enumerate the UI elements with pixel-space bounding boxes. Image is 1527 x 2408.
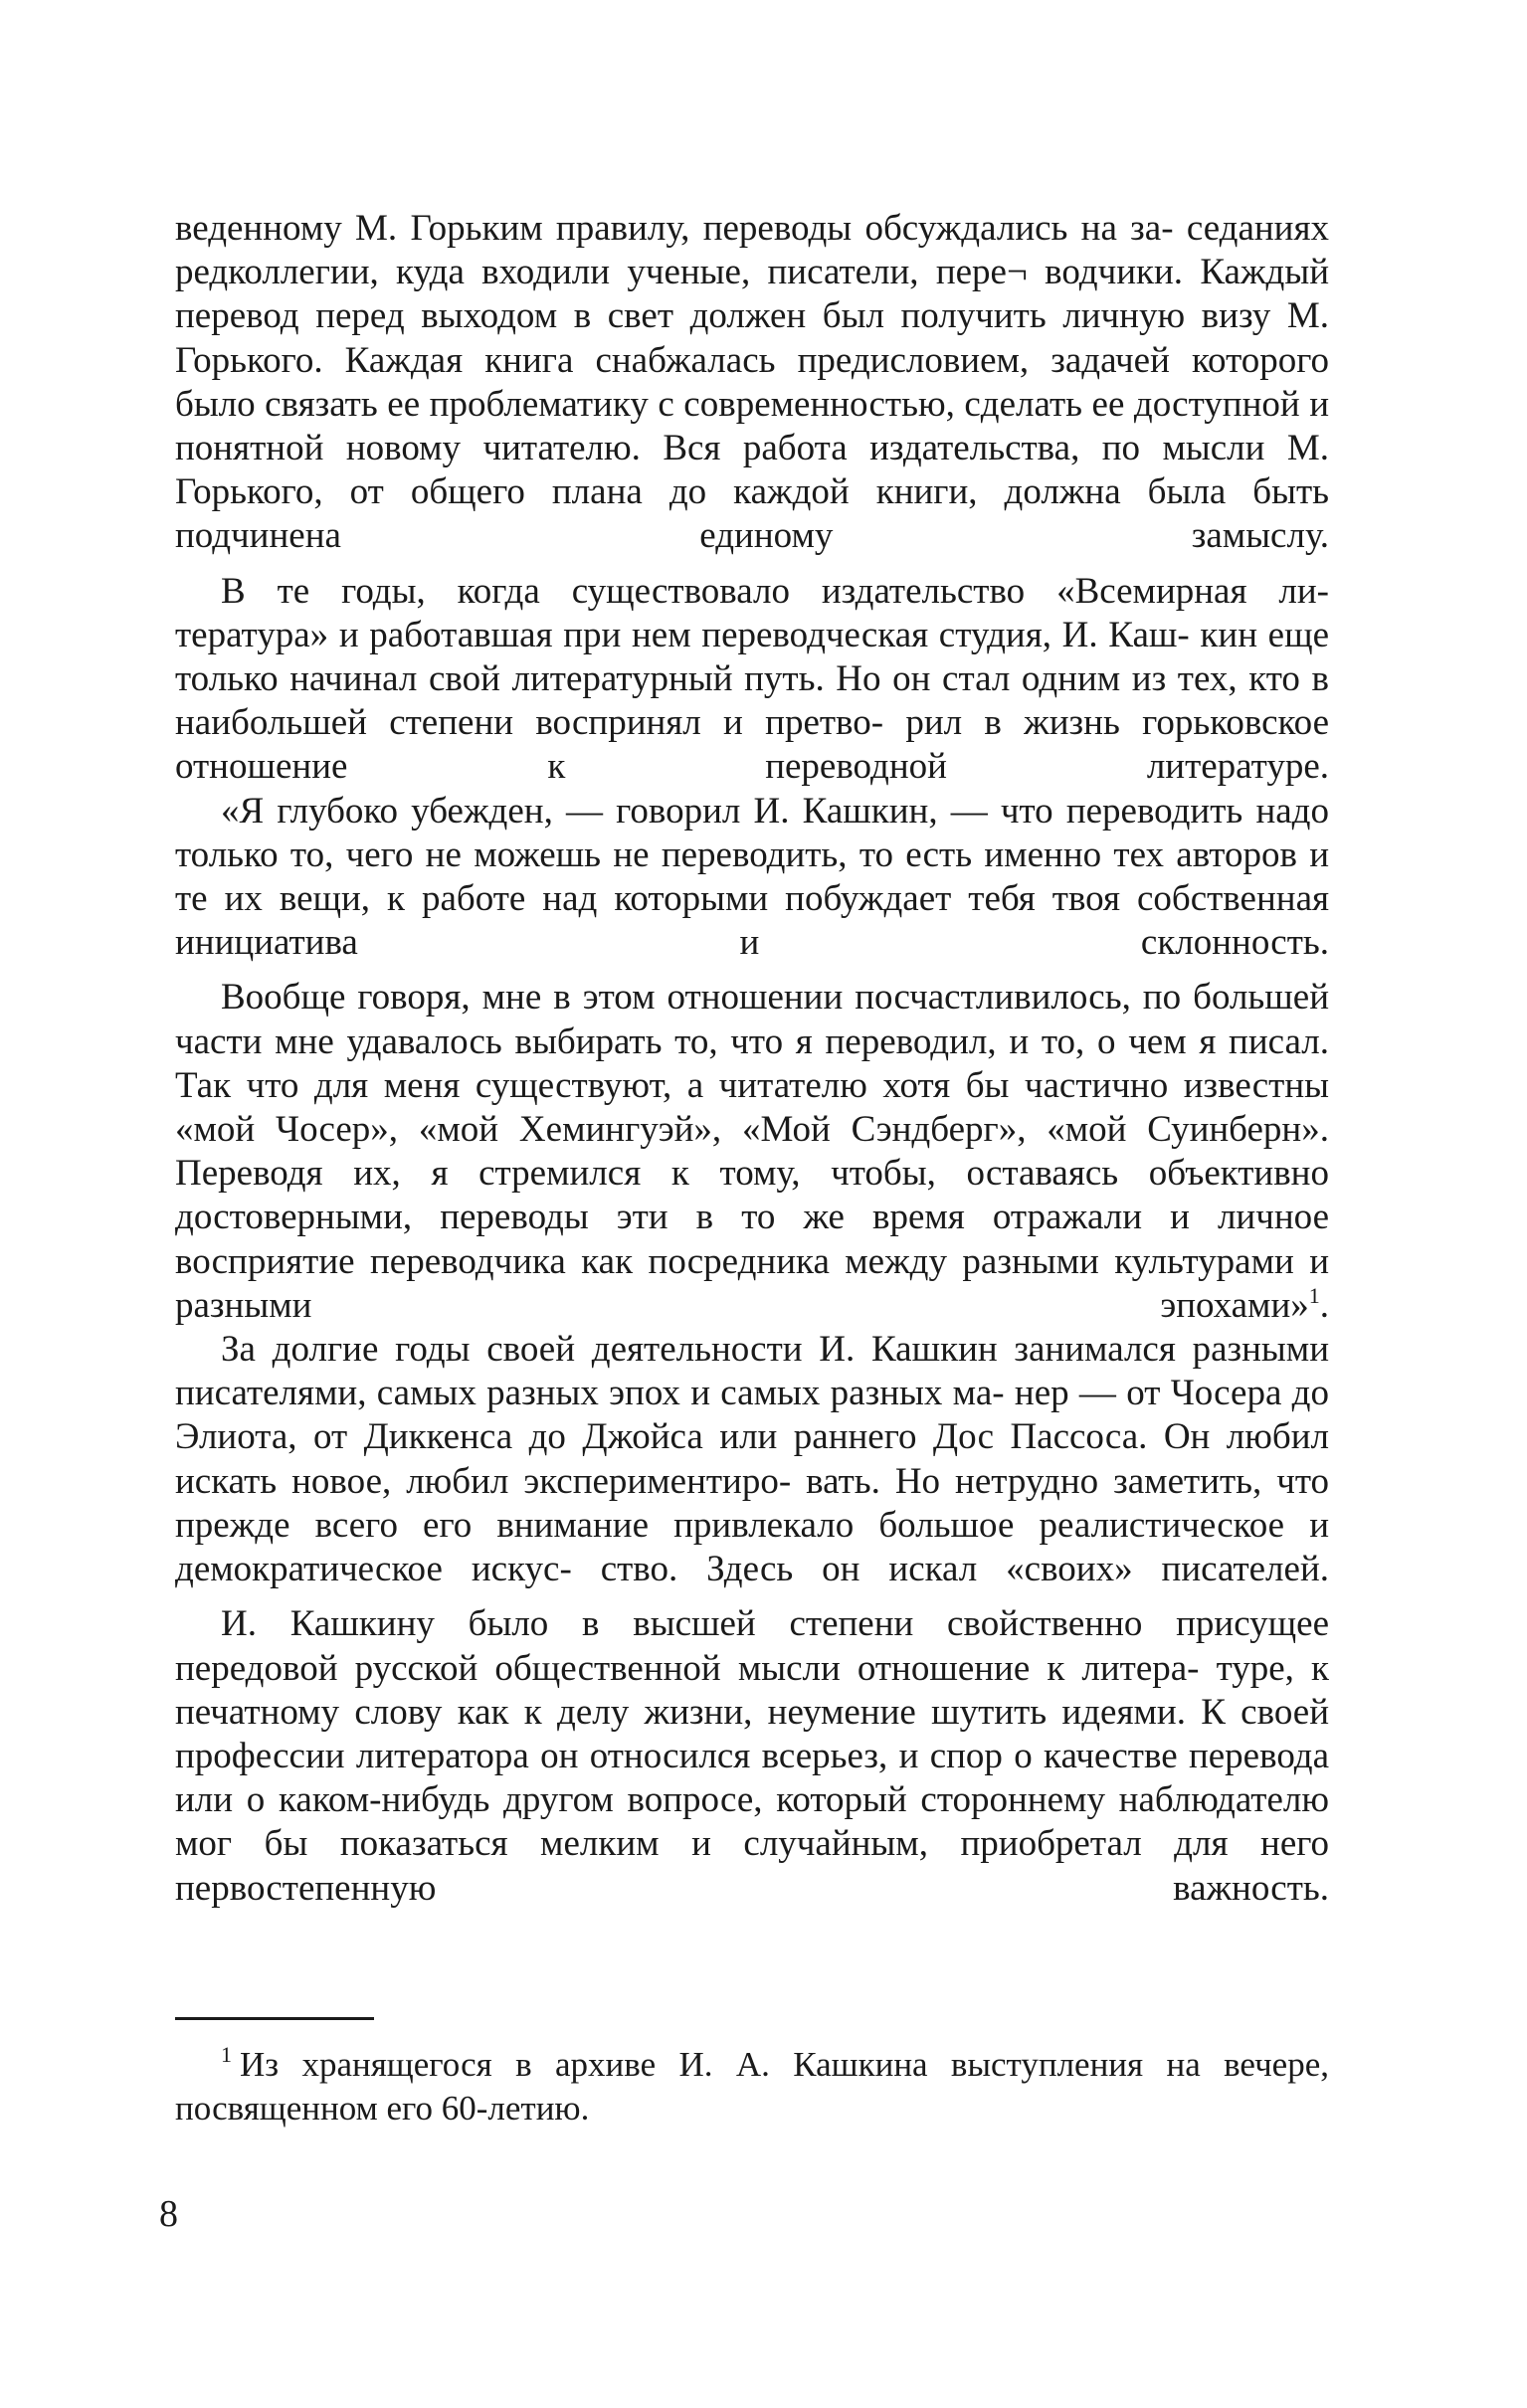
text-line: в то же время отражали и личное восприятие переводчика как (175, 1197, 1329, 1282)
text-line: большей части мне удавалось выбирать то, что я переводил, и (175, 977, 1330, 1062)
text-line: посредника между разными культурами и разными эпохами» (175, 1240, 1330, 1326)
text-line: рил в жизнь горьковское отношение к переводной литературе. (175, 702, 1329, 788)
text-line: предисловием, задачей которого было связать ее проблематику (175, 339, 1330, 425)
text-line: то, о чем я писал. Так что для меня существуют, а читателю (175, 1020, 1329, 1106)
text-line: Дос Пассоса. Он любил искать новое, любил экспериментиро- (175, 1416, 1329, 1502)
text-line: . (1319, 1284, 1329, 1326)
text-line: передовой русской общественной мысли отношение к литера- (175, 1647, 1200, 1689)
footnote-divider (175, 2017, 374, 2020)
footnote-mark: 1 (221, 2042, 232, 2067)
text-line: одним из тех, кто в наибольшей степени воспринял и претво- (175, 658, 1330, 744)
body-text (175, 207, 1329, 1911)
paragraph-2 (175, 570, 1329, 790)
text-line: случайным, приобретал для него первостепенную важность. (175, 1823, 1329, 1909)
text-line: идеями. К своей профессии литератора он относился всерьез, и (175, 1691, 1329, 1776)
text-line: вать. Но нетрудно заметить, что прежде всего его внимание (175, 1460, 1330, 1546)
text-line: получить личную визу М. Горького. Каждая книга снабжалась (175, 295, 1329, 381)
text-line: единому замыслу. (699, 515, 1329, 557)
text-line: который стороннему наблюдателю мог бы показаться мелким и (175, 1779, 1329, 1865)
text-line: тебя твоя собственная инициатива и склонность. (175, 878, 1330, 964)
page-number: 8 (159, 2193, 178, 2235)
footnote-reference: 1 (1308, 1282, 1320, 1308)
paragraph-3-quote (175, 790, 1329, 966)
text-line: тература» и работавшая при нем переводческая студия, И. Каш- (175, 614, 1190, 655)
text-line: ство. Здесь он искал «своих» писателей. (600, 1549, 1329, 1590)
text-line: спор о качестве перевода или о каком-нибудь другом вопросе, (175, 1735, 1329, 1821)
text-line: хотя бы частично известны «мой Чосер», «мой Хемингуэй», (175, 1064, 1330, 1151)
text-line: И. Кашкину было в высшей степени свойственно присущее (221, 1603, 1329, 1645)
text-line: седаниях редколлегии, куда входили ученые, писатели, пере¬ (175, 208, 1330, 293)
text-line: В те годы, когда существовало издательство «Всемирная ли- (221, 570, 1329, 612)
text-line: Вообще говоря, мне в этом отношении посчастливилось, по (221, 977, 1182, 1019)
text-line: общего плана до каждой книги, должна была быть подчинена (175, 471, 1330, 557)
text-line: «Мой Сэндберг», «мой Суинберн». Переводя их, я стремился к (175, 1109, 1329, 1195)
text-line: разными писателями, самых разных эпох и самых разных ма- (175, 1329, 1330, 1414)
text-line: привлекало большое реалистическое и демократическое искус- (175, 1504, 1329, 1590)
paragraph-1 (175, 207, 1329, 559)
text-line: кин еще только начинал свой литературный путь. Но он стал (175, 614, 1330, 700)
text-line: тех авторов и те их вещи, к работе над которыми побуждает (175, 834, 1329, 920)
text-line: водчики. Каждый перевод перед выходом в свет должен был (175, 252, 1329, 337)
text-line: с современностью, сделать ее доступной и понятной новому (175, 383, 1330, 469)
text-line: нер — от Чосера до Элиота, от Диккенса до Джойса или раннего (175, 1373, 1330, 1458)
footnote (175, 2033, 1329, 2130)
text-line: надо только то, чего не можешь не переводить, то есть именно (175, 790, 1329, 875)
text-line: тому, чтобы, оставаясь объективно достоверными, переводы эти (175, 1153, 1329, 1238)
text-line: туре, к печатному слову как к делу жизни, неумение шутить (175, 1647, 1329, 1733)
text-line: читателю. Вся работа издательства, по мысли М. Горького, от (175, 428, 1329, 513)
paragraph-4-quote (175, 976, 1329, 1328)
paragraph-5 (175, 1328, 1329, 1591)
text-line: «Я глубоко убежден, — говорил И. Кашкин, — что переводить (221, 790, 1243, 832)
paragraph-6 (175, 1602, 1329, 1910)
text-line: веденному М. Горьким правилу, переводы обсуждались на за- (175, 208, 1174, 249)
footnote-text: Из хранящегося в архиве И. А. Кашкина выступления на вечере, посвященном его 60-летию. (175, 2045, 1329, 2128)
text-line: За долгие годы своей деятельности И. Кашкин занимался (221, 1329, 1176, 1371)
